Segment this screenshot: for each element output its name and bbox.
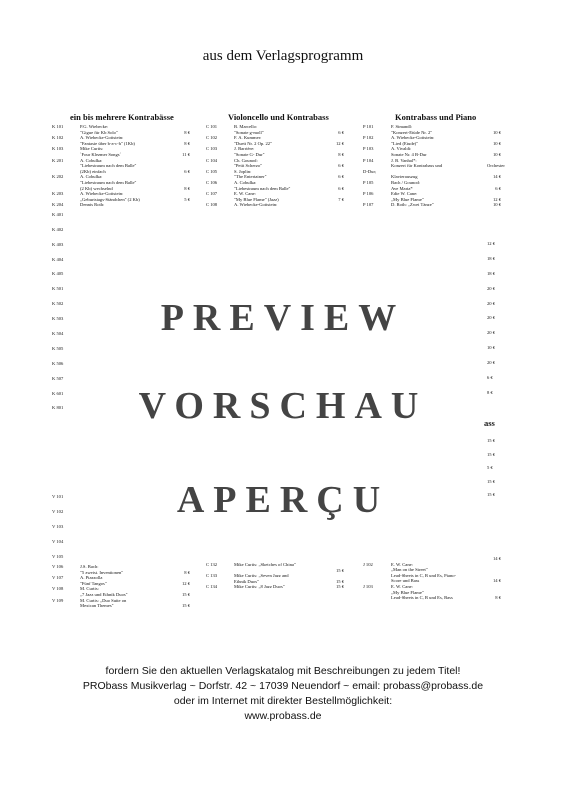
item-price: 10 € <box>492 202 501 208</box>
item-text: "Konzert-Etüde Nr. 2" <box>391 129 433 135</box>
item-price: 14 € <box>492 556 501 561</box>
item-text: "Fünf Tangos" <box>80 580 107 586</box>
item-price: 10 € <box>492 140 501 146</box>
item-text: Lead-Sheets in C, B und Es, Piano- <box>391 572 457 578</box>
list-item: 20 € <box>487 360 496 366</box>
list-item: 18 € <box>487 270 496 276</box>
item-price: 12 € <box>335 140 344 146</box>
item-text: A. Cobulka: <box>80 174 103 180</box>
price-list <box>487 237 503 401</box>
list-item: 20 € <box>487 285 496 291</box>
item-code: K 102 <box>52 135 64 141</box>
watermark-apercu: APERÇU <box>176 479 390 521</box>
item-price: 10 € <box>492 129 501 135</box>
column-title: Violoncello und Kontrabass <box>228 112 329 122</box>
item-code: C 107 <box>206 191 218 197</box>
item-text: B. Marcello: <box>234 124 258 129</box>
column-title: ein bis mehrere Kontrabässe <box>70 112 174 122</box>
item-price: 6 € <box>338 129 344 135</box>
item-text: A. Vivaldi: <box>391 146 412 152</box>
item-text: A. Cobulka: <box>234 179 257 185</box>
item-text: Score und Bass <box>391 578 420 584</box>
list-item: 18 € <box>487 255 496 261</box>
item-code: C 101 <box>206 124 218 129</box>
item-text: "Duett Nr. 2 Op. 22" <box>234 140 272 146</box>
list-item: K 801 <box>52 405 64 411</box>
item-code: C 105 <box>206 168 218 174</box>
list-item: K 403 <box>52 241 64 247</box>
item-code <box>52 603 80 609</box>
list-item: K 405 <box>52 271 64 277</box>
item-code: P 104 <box>363 157 374 163</box>
list-item: K 503 <box>52 316 64 322</box>
watermark-vorschau: VORSCHAU <box>138 385 428 427</box>
item-text: D. Roth: „Zwei Tänze" <box>391 202 434 208</box>
item-code: P 103 <box>363 146 374 152</box>
column-violoncello <box>206 112 344 208</box>
item-price: 6 € <box>495 185 501 191</box>
item-price: 6 € <box>338 174 344 180</box>
item-code: V 104 <box>52 539 64 544</box>
list-item: K 501 <box>52 286 64 292</box>
item-text: "Sonate G- Dur" <box>234 151 265 157</box>
item-price: 8 € <box>184 129 190 135</box>
item-text: "Liebestraum nach dem Balle" <box>234 185 291 191</box>
list-item: K 601 <box>52 390 64 396</box>
item-text: F. A. Kummer: <box>234 135 262 141</box>
column-piano-bottom <box>363 556 501 601</box>
item-code: C 133 <box>206 573 218 579</box>
item-text: "My Blue Flame" (Jazz) <box>234 196 279 202</box>
item-text: Dennis Roth: <box>80 202 105 208</box>
item-price: 15 € <box>335 567 344 573</box>
item-price: 6 € <box>338 185 344 191</box>
item-text: Mike Curtis: „8 Jazz Duos" <box>234 584 285 590</box>
item-text: J.S. Bach: <box>80 564 99 569</box>
item-price <box>176 549 190 564</box>
item-price: 12 € <box>181 580 190 586</box>
item-text: A. Wiebecke-Gottstein: <box>391 135 435 141</box>
item-text: Sonate Nr. 4 B-Dur <box>391 151 427 157</box>
item-code: C 134 <box>206 584 218 590</box>
item-text: "Sonate g-moll" <box>234 129 264 135</box>
item-text: S. Joplin: <box>234 168 252 174</box>
list-item: K 507 <box>52 375 64 381</box>
list-item <box>363 595 501 601</box>
item-code: V 102 <box>52 509 64 514</box>
item-price: 8 € <box>338 151 344 157</box>
item-code: P 106 <box>363 191 374 197</box>
item-code: V 109 <box>52 597 64 603</box>
list-item: 12 € <box>487 241 496 246</box>
item-text: Mike Curtis: „Seven Jazz and <box>234 573 289 579</box>
item-code: K 202 <box>52 174 64 180</box>
item-code <box>363 595 391 601</box>
item-text: Mexican Themes" <box>80 603 114 609</box>
item-code: V 106 <box>52 564 64 569</box>
item-code: C 102 <box>206 135 218 141</box>
item-text: "Fantasie über b-a-c-h" (1Kb) <box>80 140 135 146</box>
item-text: Mike Curtis: „Sketches of China" <box>234 562 296 567</box>
item-text: A. Piazzolla <box>80 575 103 581</box>
item-text: „My Blue Flame" <box>391 589 424 595</box>
item-code: C 104 <box>206 157 218 163</box>
list-item: 20 € <box>487 300 496 306</box>
list-item: 15 € <box>487 438 496 443</box>
section-title-fragment: ass <box>484 418 495 428</box>
item-text: "Liebestraum nach dem Balle" <box>80 163 137 169</box>
list-item: 15 € <box>487 478 496 484</box>
item-text: "Liebestraum nach dem Balle" <box>80 179 137 185</box>
item-text: J. Barrière: <box>234 146 255 152</box>
item-price <box>330 202 344 208</box>
list-item: K 505 <box>52 345 64 351</box>
list-item: K 404 <box>52 256 64 262</box>
item-text: A. Cobulka: <box>80 157 103 163</box>
list-item: K 504 <box>52 331 64 337</box>
list-item: 15 € <box>487 492 496 497</box>
footer-website-link[interactable]: www.probass.de <box>244 710 322 722</box>
list-item <box>52 202 190 208</box>
item-text: „Geburtstags-Ständchen" (2 Kb) <box>80 196 140 202</box>
item-price: 15 € <box>181 591 190 597</box>
item-code: J 102 <box>363 561 373 567</box>
item-text: "Gigue für Kb Solo" <box>80 129 118 135</box>
item-text: P.G. Wiebecke: <box>80 124 109 129</box>
item-text: „7 Jazz und Ethnik Duos" <box>80 591 128 597</box>
item-text: „My Blue Flame" <box>391 196 424 202</box>
list-item: 20 € <box>487 315 496 321</box>
item-code: P 107 <box>363 202 374 208</box>
item-code: C 108 <box>206 202 218 208</box>
item-text: Klavierauszug <box>391 174 418 180</box>
item-price: 14 € <box>492 578 501 584</box>
item-code: V 108 <box>52 586 64 592</box>
footer-line[interactable]: PRObass Musikverlag ~ Dorfstr. 42 ~ 17039 Neuendorf ~ email: probass@probass.de <box>82 680 484 692</box>
list-item <box>206 202 344 208</box>
item-text: Ch. Gounod: <box>234 157 258 163</box>
item-text: Ethnik Duos" <box>234 578 259 584</box>
item-text: E. W. Cane: <box>234 191 256 197</box>
item-text: "Petit Scherzo" <box>234 163 263 169</box>
watermark-preview: PREVIEW <box>160 297 406 339</box>
item-code: K 103 <box>52 146 64 152</box>
list-item <box>52 549 190 564</box>
list-item: K 402 <box>52 226 64 232</box>
item-code: V 103 <box>52 524 64 529</box>
item-code: K 201 <box>52 157 64 163</box>
list-item: 10 € <box>487 345 496 351</box>
page-heading: aus dem Verlagsprogramm <box>202 48 364 64</box>
item-code: V 105 <box>52 554 64 559</box>
item-text: "5 zweist. Inventionen" <box>80 569 124 575</box>
item-code: C 103 <box>206 146 218 152</box>
item-price: 15 € <box>335 578 344 584</box>
item-price: 12 € <box>492 196 501 202</box>
item-price: Orchester <box>487 163 505 169</box>
item-price: 8 € <box>184 185 190 191</box>
column-piano <box>363 112 505 208</box>
item-text: E. W. Cane: <box>391 561 413 567</box>
footer <box>0 664 566 724</box>
item-text: (2 Kb) wechselnd <box>80 185 113 191</box>
item-price: 10 € <box>492 151 501 157</box>
list-item <box>363 202 501 208</box>
column-title: Kontrabass und Piano <box>395 112 477 122</box>
item-text: M. Curtis: „Duo Suite on <box>80 597 127 603</box>
item-code: J 103 <box>363 583 373 589</box>
item-text: A. Wiebecke-Gottstein: <box>80 191 124 197</box>
item-code: P 105 <box>363 179 374 185</box>
list-item: K 506 <box>52 360 64 366</box>
item-code: D-Dur; <box>363 168 377 174</box>
item-text: Mike Curtis: <box>80 146 104 152</box>
item-text: (2Kb) einfach <box>80 168 106 174</box>
item-code: V 101 <box>52 494 64 499</box>
item-price <box>176 202 190 208</box>
footer-line: fordern Sie den aktuellen Verlagskatalog mit Beschreibungen zu jedem Titel! <box>105 665 461 677</box>
item-text <box>80 549 176 564</box>
list-item: 6 € <box>487 375 493 381</box>
column-violoncello-bottom <box>206 562 344 590</box>
item-text: Edie W. Cane: <box>391 191 418 197</box>
item-code: K 204 <box>52 202 64 208</box>
item-text: Lead-Sheets in C, B und Es, Bass <box>391 595 453 601</box>
item-text: A. Wiebecke-Gottstein: <box>80 135 124 141</box>
item-price: 7 € <box>338 196 344 202</box>
item-text: "Lied (Etude)" <box>391 140 419 146</box>
item-code: V 107 <box>52 575 64 581</box>
list-item: K 401 <box>52 211 64 217</box>
item-code: P 101 <box>363 124 374 129</box>
item-code: P 102 <box>363 135 374 141</box>
item-text: J. B. Vanhal*: <box>391 157 417 163</box>
item-price: 14 € <box>492 174 501 180</box>
price-list <box>487 434 503 502</box>
list-item <box>52 603 190 609</box>
item-code: C 132 <box>206 562 218 567</box>
item-price: 6 € <box>184 168 190 174</box>
item-text: `Four Klezmer Songs´ <box>80 151 122 157</box>
item-price: 15 € <box>181 603 190 609</box>
item-text: Ave Maria* <box>391 185 413 191</box>
item-text: „Man on the Street" <box>391 567 428 573</box>
item-price: 5 € <box>184 196 190 202</box>
list-item: 8 € <box>487 389 493 395</box>
list-item: K 502 <box>52 301 64 307</box>
list-item <box>206 584 344 590</box>
item-text: Bach / Gounod: <box>391 179 421 185</box>
item-text: A. Wiebecke-Gottstein: <box>234 202 278 208</box>
item-text: E. W. Cane: <box>391 583 413 589</box>
item-text: "The Entertainer" <box>234 174 267 180</box>
list-item: 15 € <box>487 451 496 457</box>
item-text: Konzert für Kontrabass und <box>391 163 443 169</box>
item-code: K 203 <box>52 191 64 197</box>
item-price: 8 € <box>495 595 501 601</box>
item-code: K 101 <box>52 124 64 129</box>
item-price: 11 € <box>182 151 190 157</box>
item-price: 8 € <box>184 140 190 146</box>
item-code: C 106 <box>206 179 218 185</box>
item-text: F. Simandl: <box>391 124 413 129</box>
item-price: 6 € <box>338 163 344 169</box>
item-price: 8 € <box>184 569 190 575</box>
list-item: 20 € <box>487 330 496 336</box>
item-text: M. Curtis: <box>80 586 99 592</box>
footer-line: oder im Internet mit direkter Bestellmöglichkeit: <box>173 695 393 707</box>
item-price: 15 € <box>335 584 344 590</box>
list-item: 5 € <box>487 465 493 470</box>
